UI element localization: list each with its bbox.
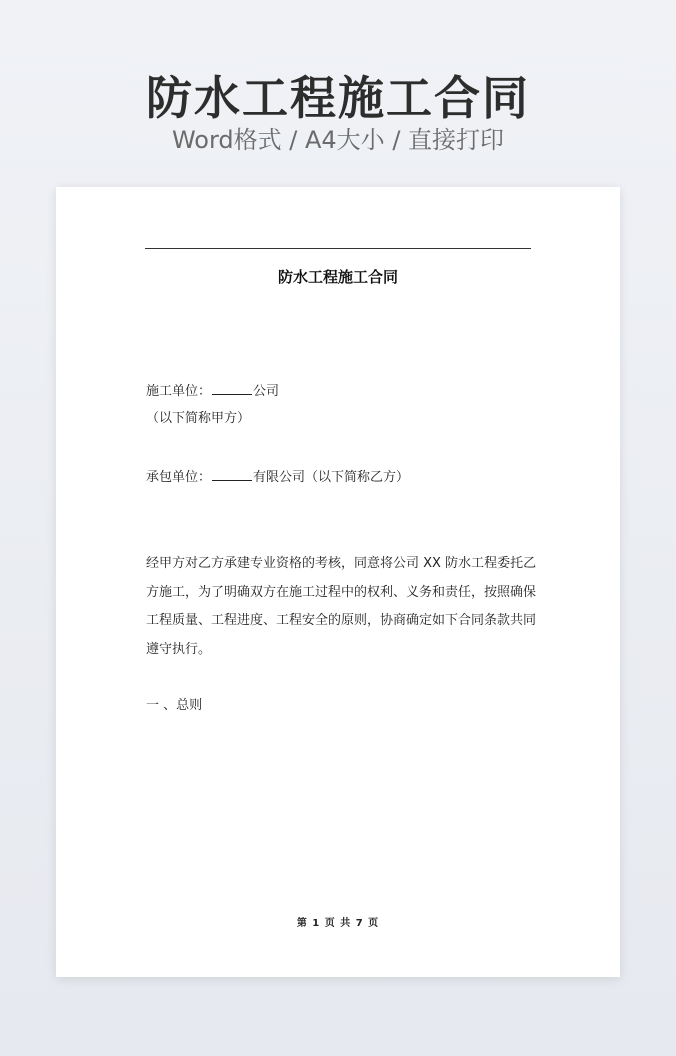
page-footer: 第 1 页 共 7 页 bbox=[296, 918, 380, 929]
section-heading: 一 、总则 bbox=[146, 698, 203, 713]
construction-unit-blank bbox=[212, 382, 252, 395]
contractor-line bbox=[146, 468, 409, 487]
paragraph-line: 经甲方对乙方承建专业资格的考核，同意将公司 XX 防水工程委托乙 bbox=[146, 556, 537, 571]
paragraph-line: 工程质量、工程进度、工程安全的原则，协商确定如下合同条款共同 bbox=[146, 613, 537, 629]
paragraph-line: 遵守执行。 bbox=[146, 641, 212, 657]
banner-subtitle: Word格式 / A4大小 / 直接打印 bbox=[171, 126, 505, 154]
party-a-note: （以下简称甲方） bbox=[146, 411, 251, 426]
construction-unit-suffix: 公司 bbox=[253, 384, 280, 399]
header-rule bbox=[145, 248, 531, 249]
construction-unit-line bbox=[146, 382, 279, 401]
intro-paragraph bbox=[146, 550, 537, 664]
contractor-suffix: 有限公司（以下简称乙方） bbox=[253, 470, 410, 485]
paragraph-line: 方施工，为了明确双方在施工过程中的权利、义务和责任，按照确保 bbox=[146, 584, 537, 600]
document-title: 防水工程施工合同 bbox=[277, 268, 398, 286]
construction-unit-label: 施工单位： bbox=[146, 384, 212, 399]
contractor-label: 承包单位： bbox=[146, 470, 212, 485]
contractor-blank bbox=[212, 468, 252, 481]
document-page bbox=[56, 187, 620, 977]
banner-title: 防水工程施工合同 bbox=[146, 71, 530, 125]
